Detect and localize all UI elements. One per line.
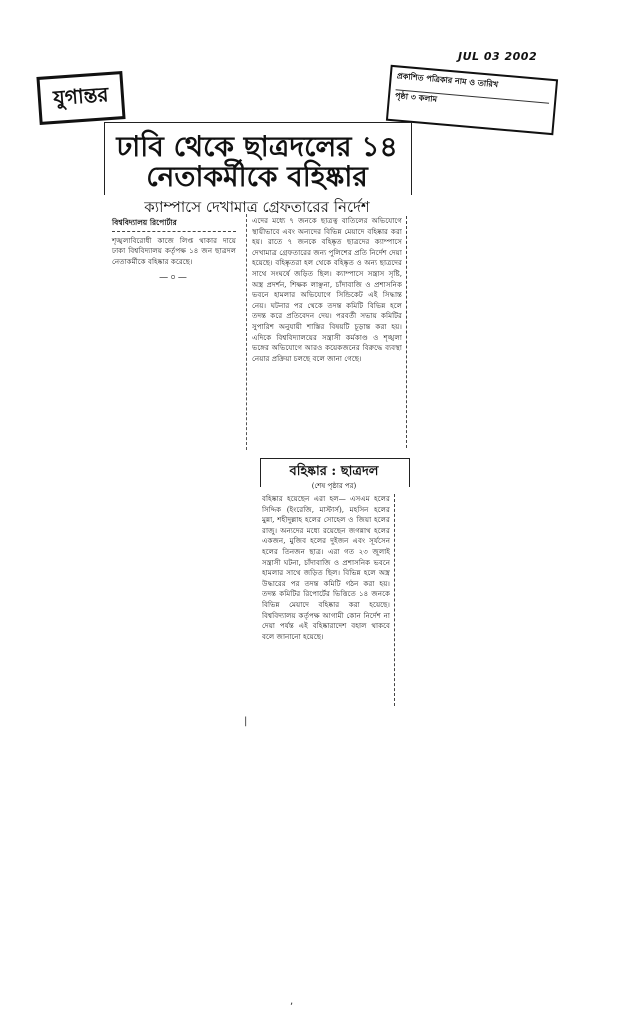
article-subheadline: ক্যাম্পাসে দেখামাত্র গ্রেফতারের নির্দেশ [144, 198, 370, 216]
source-stamp-line-1: প্রকাশিত পত্রিকার নাম ও তারিখ [396, 71, 499, 90]
article-headline: ঢাবি থেকে ছাত্রদলের ১৪ নেতাকর্মীকে বহিষ্কার [116, 130, 398, 193]
reporter-dateline: বিশ্ববিদ্যালয় রিপোর্টার [112, 218, 236, 232]
right-column [252, 216, 407, 448]
left-column [112, 218, 236, 284]
continuation-subtitle: (শেষ পৃষ্ঠার পর) [311, 482, 357, 490]
right-column-body: এদের মধ্যে ৭ জনকে ছাত্রত্ব বাতিলের অভিযোগে স্থায়ীভাবে এবং অন্যদের বিভিন্ন মেয়াদে বহিষ্কার করা হয়। রাতে ৭ জনকে বহিষ্কৃত ছাত্রদের ক্যাম্পাসে দেখামাত্র গ্রেফতারের জন্য পুলিশের প্রতি নির্দেশ দেয়া হয়েছে। বহিষ্কৃতরা হল থেকে বহিষ্কৃত ও অন্য ছাত্রদের সাথে সংঘর্ষে জড়িত ছিল। ক্যাম্পাসে সন্ত্রাস সৃষ্টি, অস্ত্র প্রদর্শন, শিক্ষক লাঞ্ছনা, চাঁদাবাজি ও প্রশাসনিক ভবনে হামলার অভিযোগে সিন্ডিকেট এই সিদ্ধান্ত নেয়। ঘটনার পর থেকে তদন্ত কমিটি বিভিন্ন হলে তদন্ত করে প্রতিবেদন দেয়। পরবর্তী সভায় কমিটির সুপারিশ অনুযায়ী শাস্তির বিষয়টি চূড়ান্ত করা হয়। এদিকে বিশ্ববিদ্যালয়ের সন্ত্রাসী কর্মকাণ্ড ও শৃঙ্খলা ভঙ্গের অভিযোগে আরও কয়েকজনের বিরুদ্ধে ব্যবস্থা নেয়ার প্রক্রিয়া চলছে বলে জানা গেছে। [252, 216, 402, 363]
continuation-title: বহিষ্কার : ছাত্রদল [289, 464, 379, 479]
newspaper-masthead: যুগান্তর [36, 71, 125, 125]
scan-mark: , [290, 996, 294, 1007]
continuation-body: বহিষ্কার হয়েছেন এরা হল— এসএম হলের সিদ্দিক (ইংরেজি, মাস্টার্স), মহসিন হলের মুন্না, শহীদুল্লাহ হলের সোহেল ও জিয়া হলের রাজু। অন্যদের মধ্যে রয়েছেন জগন্নাথ হলের একজন, মুজিব হলের দুইজন এবং সূর্যসেন হলের তিনজন ছাত্র। এরা গত ২৩ জুলাই সন্ত্রাসী ঘটনা, চাঁদাবাজি ও প্রশাসনিক ভবনে হামলার সাথে জড়িত ছিল। বিভিন্ন হলে অস্ত্র উদ্ধারের পর তদন্ত কমিটি গঠন করা হয়। তদন্ত কমিটির রিপোর্টের ভিত্তিতে ১৪ জনকে বিভিন্ন মেয়াদে বহিষ্কার করা হয়েছে। বিশ্ববিদ্যালয় কর্তৃপক্ষ আগামী কোন নির্দেশ না দেয়া পর্যন্ত এই বহিষ্কারাদেশ বহাল থাকবে বলে জানানো হয়েছে। [262, 494, 390, 641]
left-column-body: শৃঙ্খলাবিরোধী কাজে লিপ্ত থাকার দায়ে ঢাকা বিশ্ববিদ্যালয় কর্তৃপক্ষ ১৪ জন ছাত্রদল নেতাকর্মীকে বহিষ্কার করেছে। [112, 235, 236, 266]
column-divider [246, 214, 247, 450]
scan-mark: | [244, 716, 248, 727]
received-date-stamp: JUL 03 2002 [458, 50, 538, 63]
source-stamp-line-2: পৃষ্ঠা ৩ কলাম [394, 91, 438, 104]
continuation-column [262, 494, 395, 706]
left-column-end-mark: —০— [159, 273, 189, 284]
